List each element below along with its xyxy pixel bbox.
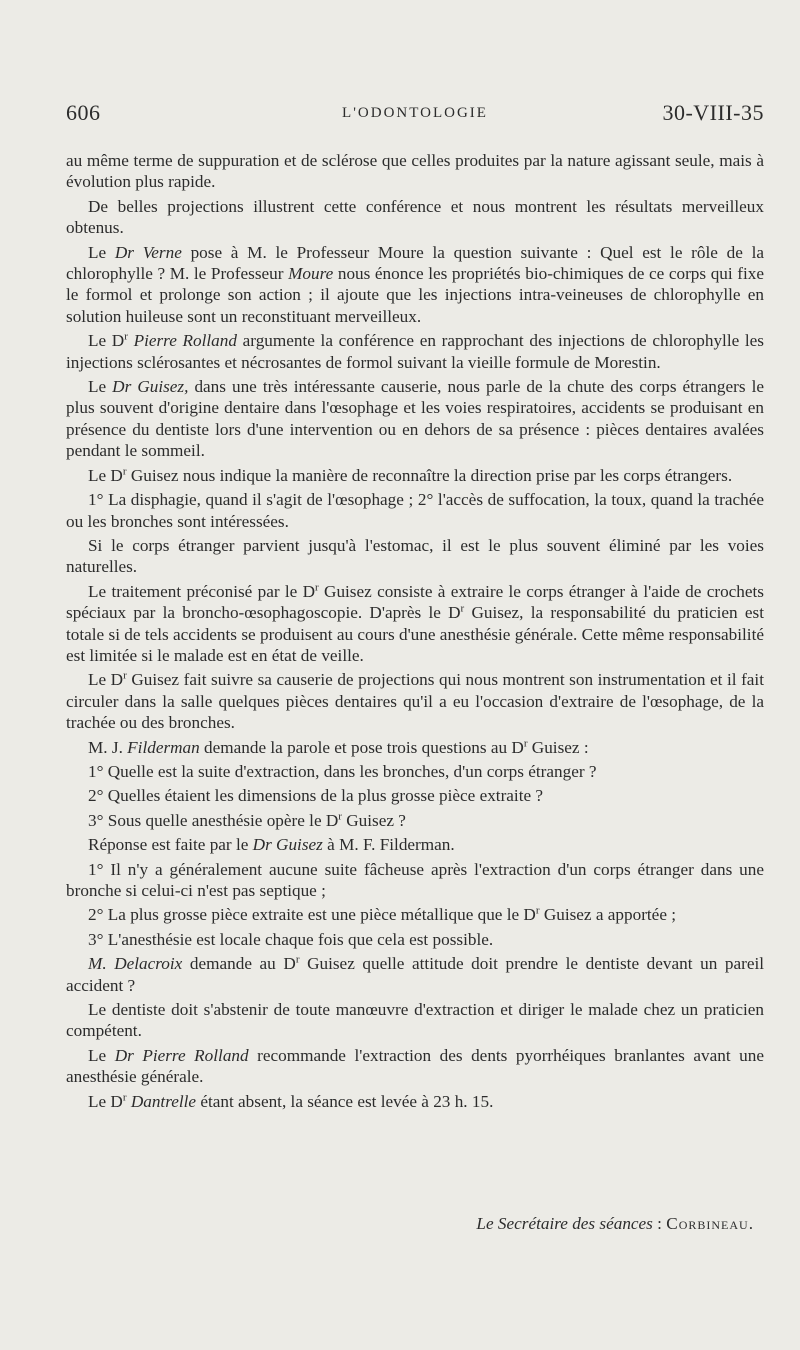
paragraph <box>66 669 764 733</box>
paragraph: Si le corps étranger parvient jusqu'à l'estomac, il est le plus souvent éliminé par les voies naturelles. <box>66 535 764 577</box>
page-number: 606 <box>66 100 101 125</box>
text-run: Réponse est faite par le <box>88 835 253 855</box>
text-run: étant absent, la séance est levée à 23 h. 15. <box>196 1091 494 1111</box>
paragraph: De belles projections illustrent cette conférence et nous montrent les résultats merveilleux obtenus. <box>66 196 764 238</box>
superscript: r <box>460 602 465 615</box>
superscript: r <box>123 669 127 682</box>
speaker-name: Filderman <box>127 737 200 757</box>
text-run: argumente la conférence en rapprochant des injections de chlorophylle les injections sclérosantes et nécrosantes de formol suivant la vieille formule de Morestin. <box>66 331 764 372</box>
speaker-name: Pierre Rolland <box>133 331 237 351</box>
text-run: Dr <box>114 242 134 262</box>
superscript: r <box>122 464 127 477</box>
paragraph: au même terme de suppuration et de sclérose que celles produites par la nature agissant seule, mais à évolution plus rapide. <box>66 151 764 192</box>
text-run: demande la parole et pose trois questions au D <box>199 737 524 757</box>
paragraph: 1° La disphagie, quand il s'agit de l'œsophage ; 2° l'accès de suffocation, la toux, quand la trachée ou les bronches sont intéressées. <box>66 490 764 531</box>
paragraph: Le dentiste doit s'abstenir de toute manœuvre d'extraction et diriger le malade chez un praticien compétent. <box>66 1000 764 1041</box>
paragraph <box>66 242 764 328</box>
paragraph <box>66 376 764 462</box>
text-run: Le D <box>88 465 123 485</box>
speaker-name: Moure <box>288 264 334 284</box>
text-run: Guisez nous indique la manière de reconnaître la direction prise par les corps étrangers. <box>126 465 733 485</box>
text-run: dans une très intéressante causerie, nous parle de la chute des corps étrangers le plus souvent d'origine dentaire dans l'œsophage et les voies respiratoires, accidents se produisant en présence du dentiste lors d'une intervention ou en dehors de sa présence : pièces dentaires avalées pendant le sommeil. <box>66 377 764 461</box>
paragraph <box>66 581 764 667</box>
text-run: Guisez ? <box>341 810 406 830</box>
text-run: Dr <box>112 377 132 397</box>
text-run: 3° Sous quelle anesthésie opère le D <box>88 810 339 830</box>
signature <box>476 1214 754 1234</box>
text-run: recommande l'extraction des dents pyorrhéiques branlantes avant une anesthésie générale. <box>66 1045 764 1087</box>
running-title: L'ODONTOLOGIE <box>342 105 488 121</box>
paragraph: 3° L'anesthésie est locale chaque fois que cela est possible. <box>88 929 494 949</box>
paragraph: 2° Quelles étaient les dimensions de la plus grosse pièce extraite ? <box>88 786 544 806</box>
text-run: Guisez a apportée ; <box>539 905 677 925</box>
text-run: Le <box>88 1045 115 1065</box>
paragraph <box>66 904 764 925</box>
issue-date: 30-VIII-35 <box>662 100 764 125</box>
article-body <box>66 150 764 1115</box>
text-run: Guisez : <box>527 737 589 757</box>
superscript: r <box>124 330 128 343</box>
speaker-name: M. Delacroix <box>88 954 183 974</box>
text-run: Guisez fait suivre sa causerie de projections qui nous montrent son instrumentation et il fait circuler dans la salle quelques pièces dentaires qu'il a eu l'occasion d'extraire de l'œsophage, de la trachée ou des bronches. <box>66 670 764 733</box>
text-run: Guisez consiste à extraire le corps étranger à l'aide de crochets spéciaux par la broncho-œsophagoscopie. D'après le D <box>66 581 764 623</box>
signature-role: Le Secrétaire des séances <box>476 1214 653 1233</box>
paragraph <box>66 810 764 831</box>
paragraph <box>66 1091 764 1112</box>
superscript: r <box>338 810 342 823</box>
text-run: M. J. <box>88 737 128 757</box>
text-run: 2° La plus grosse pièce extraite est une pièce métallique que le D <box>88 905 536 925</box>
speaker-name: Guisez, <box>131 377 189 397</box>
paragraph: 1° Quelle est la suite d'extraction, dans les bronches, d'un corps étranger ? <box>88 761 597 781</box>
paragraph <box>66 953 764 996</box>
paragraph <box>66 737 764 758</box>
text-run: Le D <box>88 1091 123 1111</box>
speaker-name: Dr Pierre Rolland <box>114 1045 249 1065</box>
text-run: Guisez quelle attitude doit prendre le dentiste devant un pareil accident ? <box>66 954 765 995</box>
signature-name: Corbineau. <box>666 1214 754 1233</box>
speaker-name: Dantrelle <box>130 1091 197 1111</box>
superscript: r <box>122 1090 127 1103</box>
superscript: r <box>295 953 300 966</box>
speaker-name: Dr Guisez <box>252 835 323 855</box>
text-run: nous énonce les propriétés bio-chimiques de ce corps qui fixe le formol et prolonge son action ; il ajoute que les injections intra-veineuses de chlorophylle en solution huileuse sont un reconstituant merveilleux. <box>66 264 764 326</box>
text-run: à M. F. Filderman. <box>322 835 455 855</box>
text-run: Le traitement préconisé par le D <box>88 581 316 601</box>
superscript: r <box>315 580 319 593</box>
paragraph <box>66 330 764 373</box>
paragraph <box>66 465 764 486</box>
paragraph <box>66 1045 764 1088</box>
page-header <box>66 100 764 130</box>
text-run: Guisez, la responsabilité du praticien est totale si de tels accidents se produisent au cours d'une anesthésie générale. Cette même responsabilité est limitée si le malade est en état de veille. <box>66 603 764 665</box>
superscript: r <box>535 904 540 917</box>
superscript: r <box>523 736 528 749</box>
text-run: Le D <box>88 331 125 351</box>
text-run: pose à M. le Professeur Moure la question suivante : Quel est le rôle de la chlorophylle ? M. le Professeur <box>66 242 764 284</box>
paragraph <box>66 834 764 855</box>
paragraph: 1° Il n'y a généralement aucune suite fâcheuse après l'extraction d'un corps étranger dans une bronche si celui-ci n'est pas septique ; <box>66 859 764 900</box>
text-run: Le <box>88 242 115 262</box>
signature-separator: : <box>652 1214 667 1233</box>
speaker-name: Verne <box>133 242 182 262</box>
text-run: Le <box>88 377 113 397</box>
text-run: demande au D <box>182 954 296 974</box>
text-run: Le D <box>88 670 124 690</box>
